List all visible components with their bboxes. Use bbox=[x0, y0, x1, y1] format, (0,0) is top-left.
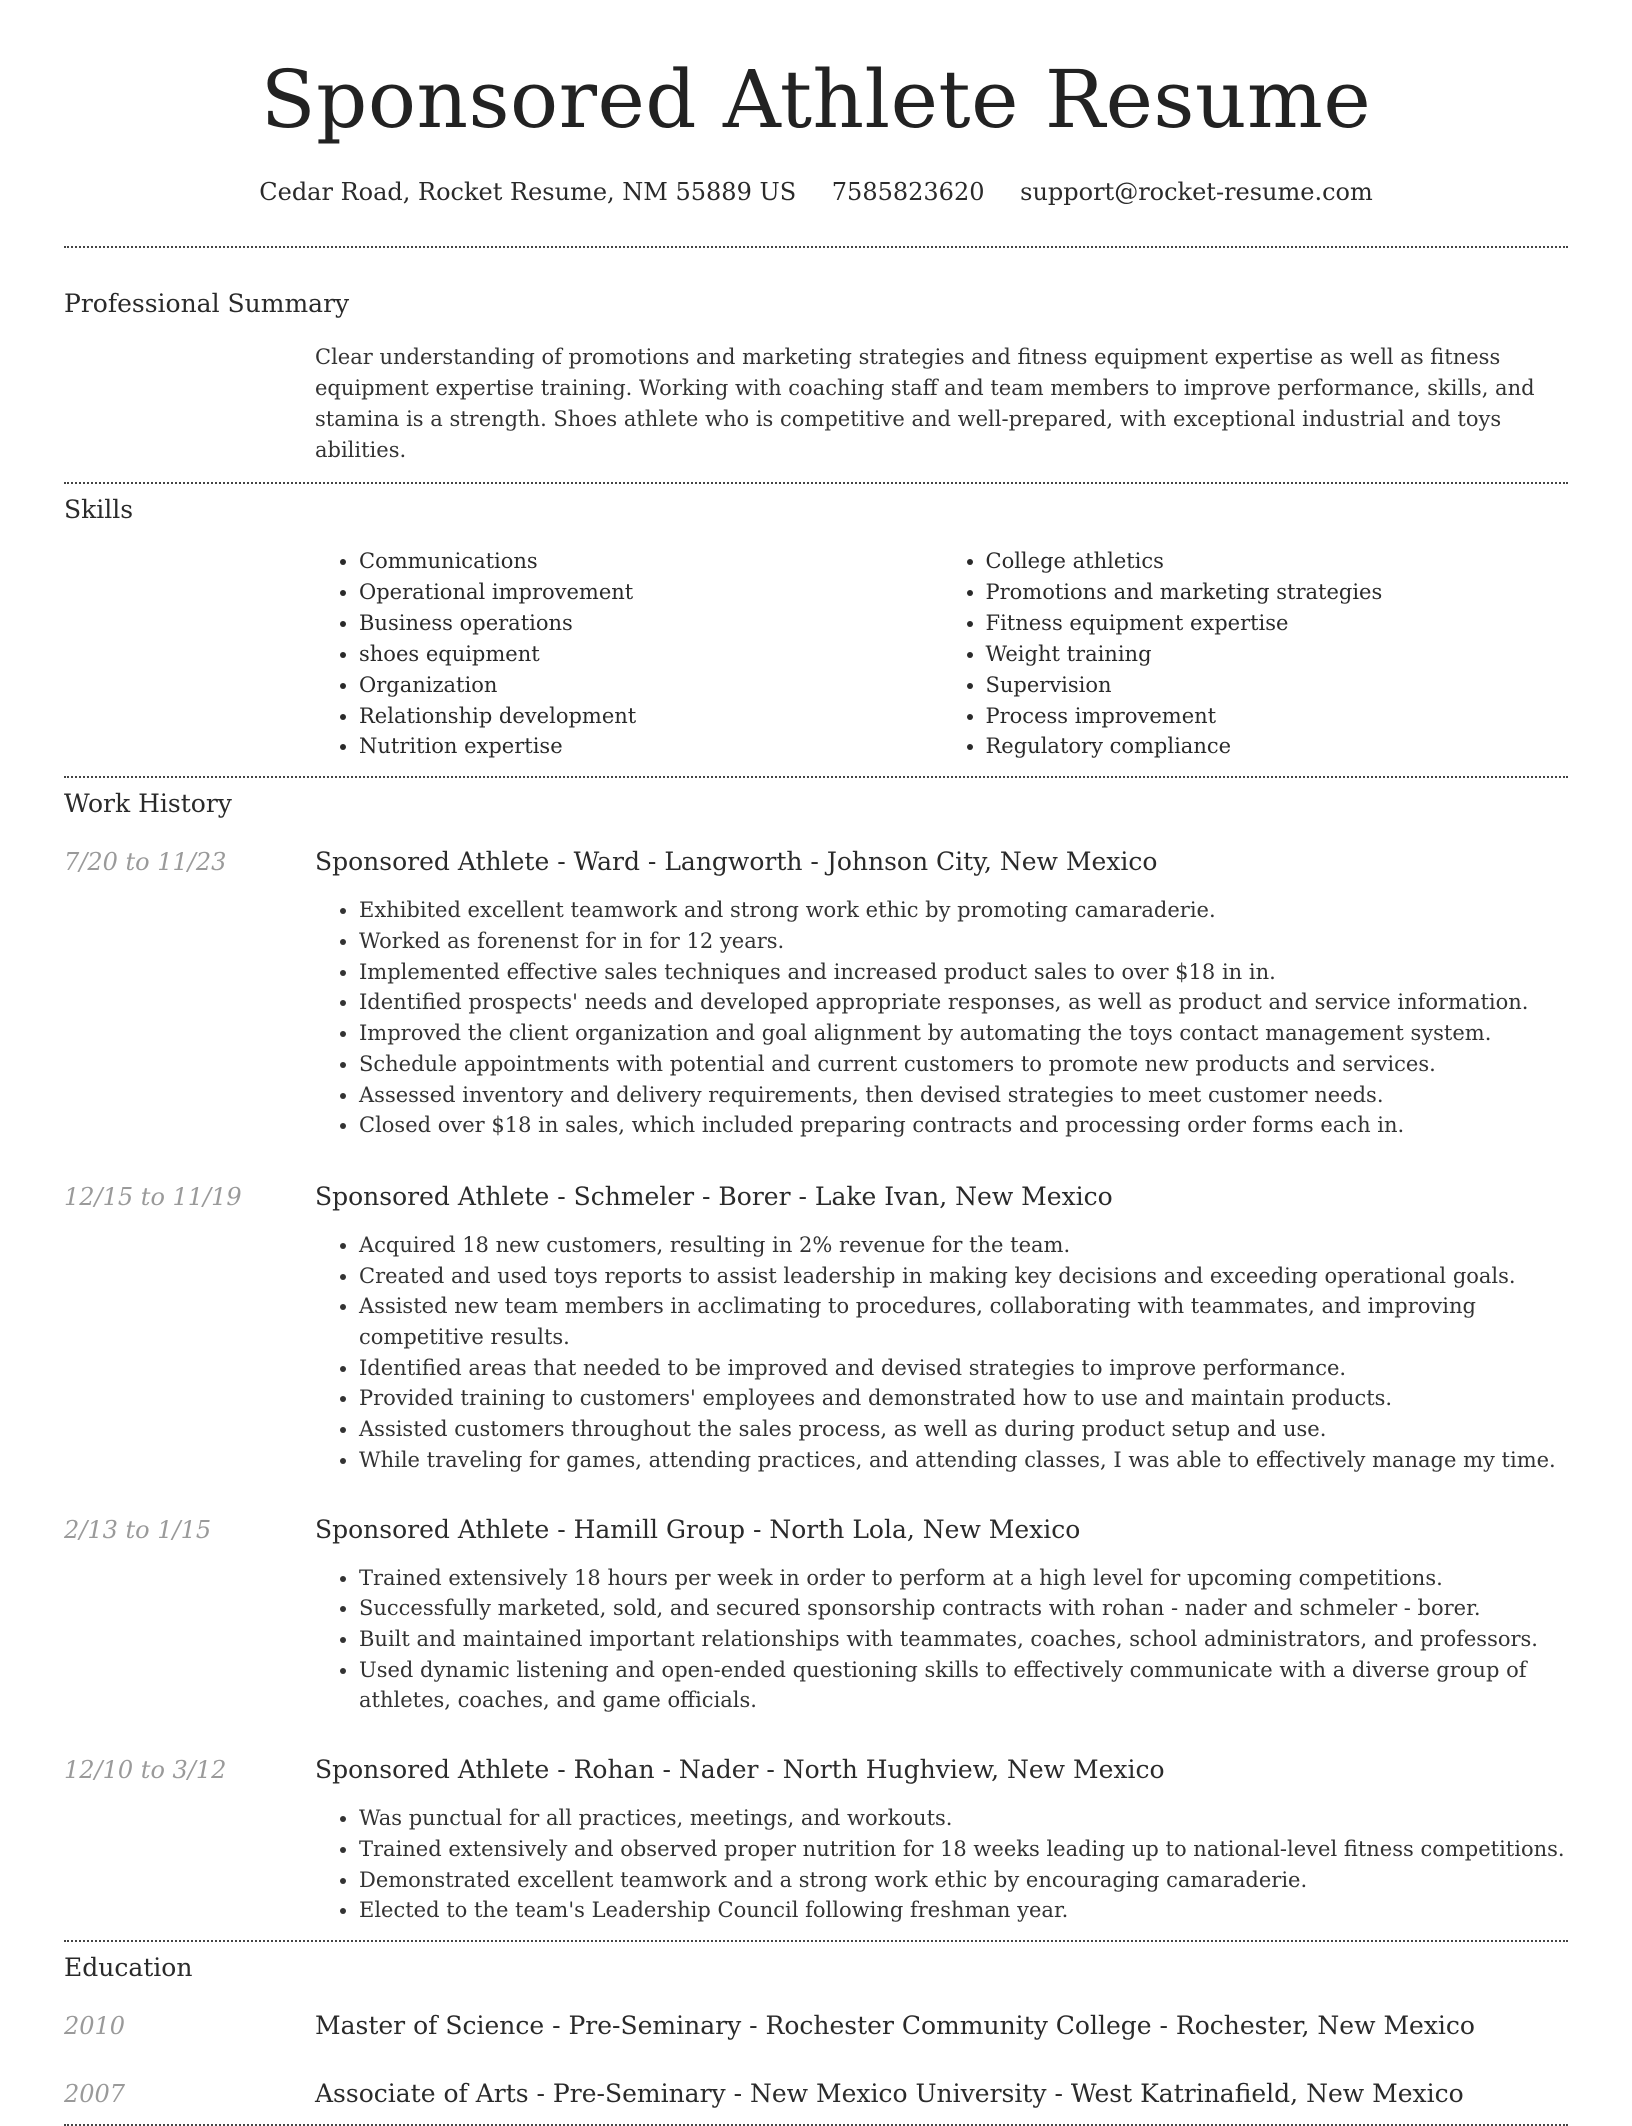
education-year: 2007 bbox=[64, 2079, 126, 2108]
skill-item: • Organization bbox=[359, 670, 942, 701]
job-details bbox=[315, 846, 1157, 878]
skill-item: • Promotions and marketing strategies bbox=[986, 577, 1569, 608]
list-item: • Identified prospects' needs and developed appropriate responses, as well as product and service information. bbox=[359, 987, 1568, 1018]
list-item: • Built and maintained important relationships with teammates, coaches, school administrators, and professors. bbox=[359, 1624, 1568, 1655]
skill-item: • Process improvement bbox=[986, 701, 1569, 732]
divider bbox=[64, 776, 1568, 778]
list-item: • Demonstrated excellent teamwork and a strong work ethic by encouraging camaraderie. bbox=[359, 1865, 1568, 1896]
section-heading-skills: Skills bbox=[64, 495, 134, 524]
list-item: • Elected to the team's Leadership Council following freshman year. bbox=[359, 1895, 1568, 1926]
job-dates: 2/13 to 1/15 bbox=[64, 1515, 212, 1544]
job-details bbox=[315, 1181, 1113, 1213]
education-degree: Master of Science - Pre-Seminary - Rochester Community College - Rochester, New Mexico bbox=[315, 2010, 1475, 2040]
skills-column-right bbox=[942, 546, 1569, 762]
resume-title: Sponsored Athlete Resume bbox=[260, 53, 1372, 146]
skill-item: • Supervision bbox=[986, 670, 1569, 701]
job-bullets bbox=[315, 895, 1568, 1141]
skill-item: • Business operations bbox=[359, 608, 942, 639]
list-item: • Was punctual for all practices, meetings, and workouts. bbox=[359, 1803, 1568, 1834]
skill-item: • Fitness equipment expertise bbox=[986, 608, 1569, 639]
job-dates: 7/20 to 11/23 bbox=[64, 848, 227, 877]
education-degree: Associate of Arts - Pre-Seminary - New Mexico University - West Katrinafield, New Mexico bbox=[315, 2078, 1464, 2108]
job-title: Sponsored Athlete - Schmeler - Borer - Lake Ivan, New Mexico bbox=[315, 1181, 1113, 1211]
skill-item: • shoes equipment bbox=[359, 639, 942, 670]
job-details bbox=[315, 1754, 1165, 1786]
job-dates: 12/15 to 11/19 bbox=[64, 1182, 242, 1211]
list-item: • Closed over $18 in sales, which included preparing contracts and processing order forms each in. bbox=[359, 1110, 1568, 1141]
list-item: • Identified areas that needed to be improved and devised strategies to improve performance. bbox=[359, 1353, 1568, 1384]
list-item: • Acquired 18 new customers, resulting in 2% revenue for the team. bbox=[359, 1230, 1568, 1261]
summary-text: Clear understanding of promotions and marketing strategies and fitness equipment expertise as well as fitness equipment expertise training. Working with coaching staff and team members to improve performance, skills, and stamina is a strength. Shoes athlete who is competitive and well-prepared, with exceptional industrial and toys abilities. bbox=[315, 345, 1535, 462]
section-heading-work: Work History bbox=[64, 789, 232, 819]
job-entry bbox=[64, 1514, 1568, 1546]
list-item: • Improved the client organization and goal alignment by automating the toys contact management system. bbox=[359, 1018, 1568, 1049]
resume-page bbox=[64, 0, 1568, 2126]
list-item: • Used dynamic listening and open-ended questioning skills to effectively communicate with a diverse group of athletes, coaches, and game officials. bbox=[359, 1655, 1568, 1716]
divider bbox=[64, 1940, 1568, 1942]
contact-line bbox=[64, 176, 1568, 208]
skill-item: • Nutrition expertise bbox=[359, 731, 942, 762]
section-heading-summary: Professional Summary bbox=[64, 289, 350, 318]
job-entry bbox=[64, 1754, 1568, 1786]
list-item: • Schedule appointments with potential and current customers to promote new products and services. bbox=[359, 1049, 1568, 1080]
list-item: • Assessed inventory and delivery requirements, then devised strategies to meet customer needs. bbox=[359, 1080, 1568, 1111]
skill-item: • College athletics bbox=[986, 546, 1569, 577]
job-bullets bbox=[315, 1563, 1568, 1717]
skills-column-left bbox=[315, 546, 942, 762]
list-item: • Exhibited excellent teamwork and strong work ethic by promoting camaraderie. bbox=[359, 895, 1568, 926]
list-item: • Created and used toys reports to assist leadership in making key decisions and exceeding operational goals. bbox=[359, 1261, 1568, 1292]
list-item: • Assisted new team members in acclimating to procedures, collaborating with teammates, and improving competitive results. bbox=[359, 1291, 1568, 1352]
list-item: • Successfully marketed, sold, and secured sponsorship contracts with rohan - nader and schmeler - borer. bbox=[359, 1593, 1568, 1624]
skills-list bbox=[315, 546, 1568, 762]
list-item: • Implemented effective sales techniques and increased product sales to over $18 in in. bbox=[359, 957, 1568, 988]
contact-phone: 7585823620 bbox=[831, 178, 985, 206]
section-heading-education: Education bbox=[64, 1952, 193, 1982]
skill-item: • Regulatory compliance bbox=[986, 731, 1569, 762]
education-entry bbox=[64, 2010, 1568, 2042]
divider bbox=[64, 246, 1568, 248]
list-item: • Trained extensively 18 hours per week in order to perform at a high level for upcoming competitions. bbox=[359, 1563, 1568, 1594]
education-year: 2010 bbox=[64, 2011, 126, 2040]
list-item: • Trained extensively and observed proper nutrition for 18 weeks leading up to national-level fitness competitions. bbox=[359, 1834, 1568, 1865]
education-entry bbox=[64, 2078, 1568, 2110]
job-bullets bbox=[315, 1803, 1568, 1926]
job-title: Sponsored Athlete - Hamill Group - North Lola, New Mexico bbox=[315, 1514, 1081, 1544]
skill-item: • Operational improvement bbox=[359, 577, 942, 608]
job-title: Sponsored Athlete - Rohan - Nader - North Hughview, New Mexico bbox=[315, 1755, 1165, 1785]
job-dates: 12/10 to 3/12 bbox=[64, 1756, 227, 1785]
skill-item: • Communications bbox=[359, 546, 942, 577]
job-details bbox=[315, 1514, 1080, 1546]
job-title: Sponsored Athlete - Ward - Langworth - Johnson City, New Mexico bbox=[315, 847, 1158, 877]
job-bullets bbox=[315, 1230, 1568, 1476]
list-item: • Worked as forenenst for in for 12 years. bbox=[359, 926, 1568, 957]
skill-item: • Relationship development bbox=[359, 701, 942, 732]
divider bbox=[64, 482, 1568, 484]
job-entry bbox=[64, 1181, 1568, 1213]
contact-email: support@rocket-resume.com bbox=[1020, 178, 1373, 206]
list-item: • Assisted customers throughout the sales process, as well as during product setup and use. bbox=[359, 1414, 1568, 1445]
list-item: • While traveling for games, attending practices, and attending classes, I was able to effectively manage my time. bbox=[359, 1445, 1568, 1476]
list-item: • Provided training to customers' employees and demonstrated how to use and maintain products. bbox=[359, 1383, 1568, 1414]
skill-item: • Weight training bbox=[986, 639, 1569, 670]
job-entry bbox=[64, 846, 1568, 878]
contact-address: Cedar Road, Rocket Resume, NM 55889 US bbox=[259, 178, 797, 206]
